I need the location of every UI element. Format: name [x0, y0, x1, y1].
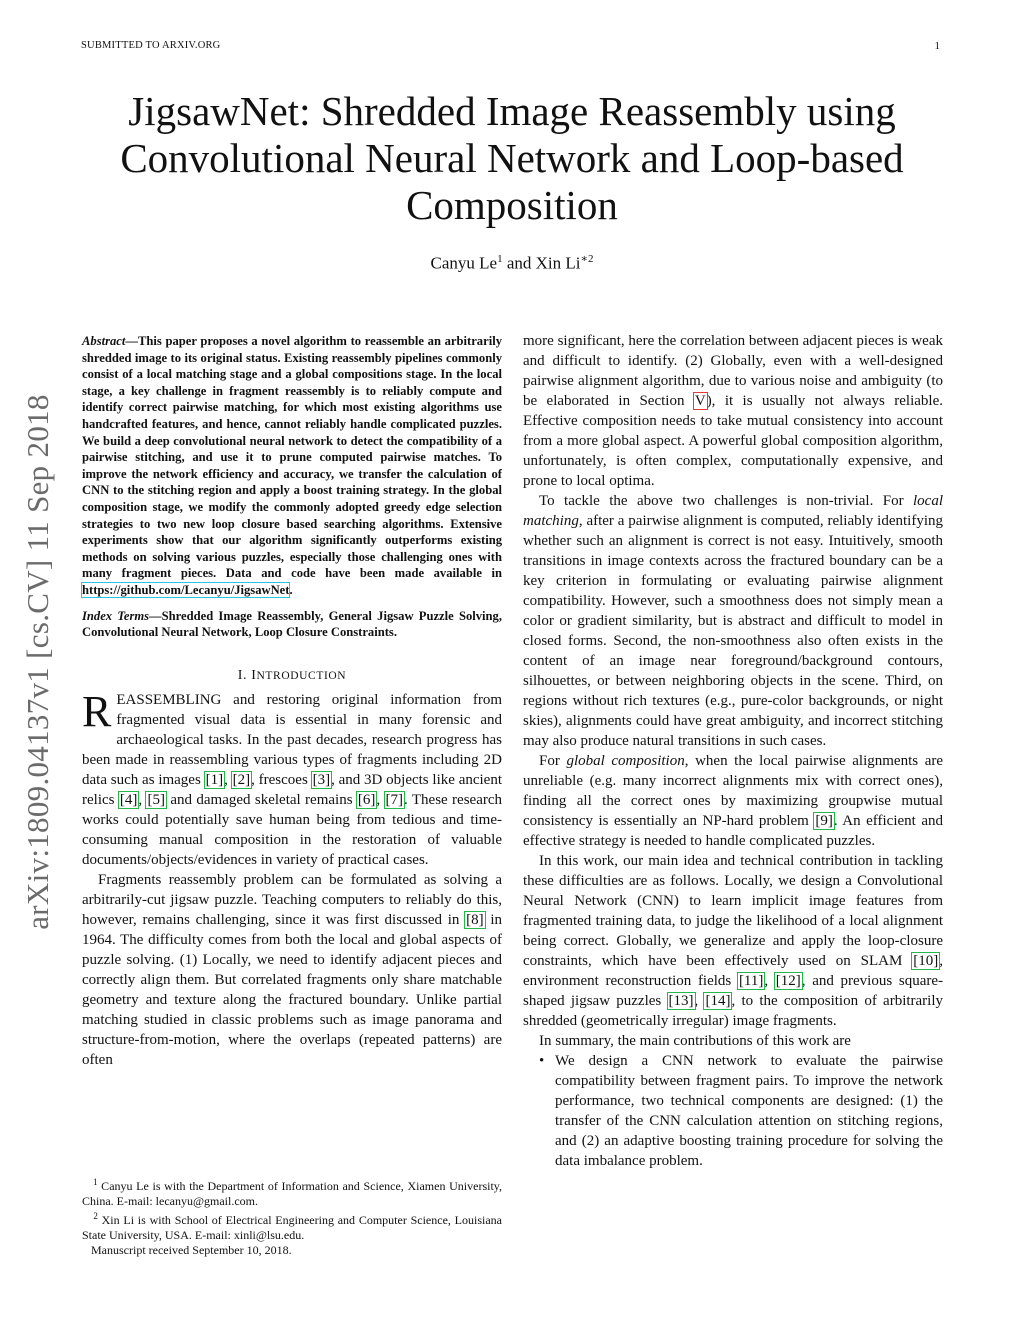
footnote — [82, 1175, 502, 1209]
footnote — [82, 1243, 502, 1258]
paragraph-text: For — [539, 753, 567, 769]
paragraph-text: , after a pairwise alignment is computed, reliably identifying whether such an alignment is correct is not easy. Intuitively, smooth transitions in image contexts across the fractured boundary can be a key criterion in formulating or evaluating pairwise alignment compatibility. However, such a smoothness does not simply mean a color or gradient similarity, but is abstract and difficult to model in closed forms. Second, the non-smoothness also often exists in the content of an image near foreground/background contours, silhouettes, or between neighboring objects in the scene. Third, on regions without rich textures (e.g., pure-color backgrounds, or night skies), alignments could have great ambiguity, and incorrect stitching may also produce natural transitions in such cases. — [523, 513, 943, 749]
paragraph-text: , when the local pairwise alignments are unreliable (e.g. many incorrect alignments mix with correct ones), finding all the correct ones by maximizing groupwise mutual consistency is essentially an NP-hard problem — [523, 753, 944, 829]
citation-link[interactable]: [14] — [705, 993, 731, 1009]
paper-title: JigsawNet: Shredded Image Reassembly using Convolutional Neural Network and Loop-based Composition — [120, 88, 904, 228]
index-terms-label: Index Terms — [82, 608, 150, 623]
footnote-text: Canyu Le is with the Department of Information and Science, Xiamen University, China. E-mail: lecanyu@gmail.com. — [82, 1179, 502, 1208]
paragraph: In summary, the main contributions of this work are — [539, 1033, 851, 1049]
author-list — [0, 252, 1024, 274]
footnote-mark: 2 — [93, 1211, 98, 1221]
contribution-list — [523, 1051, 943, 1171]
section-heading — [82, 668, 502, 684]
author-separator: and — [502, 253, 536, 273]
paragraph-text: , frescoes — [251, 771, 312, 788]
author-name: Xin Li — [535, 253, 581, 273]
footnote-text: Manuscript received September 10, 2018. — [91, 1243, 292, 1257]
section-numeral: I. — [237, 667, 252, 683]
section-title-rest: NTRODUCTION — [256, 669, 347, 682]
paragraph-text: , and 3D objects like ancient relics — [82, 771, 503, 808]
section-title-initial: I — [251, 667, 257, 683]
paragraph-text: ), it is usually not always reliable. Effective composition needs to take mutual consistency into account from a more global aspect. A powerful global composition algorithm, unfortunately, is often complex, computationally expensive, and prone to local optima. — [523, 393, 943, 489]
intro-paragraph-1 — [82, 686, 503, 870]
emphasis: global composition — [566, 753, 685, 769]
paragraph-text: , environment reconstruction fields — [523, 953, 943, 989]
citation-link[interactable]: [9] — [815, 813, 833, 829]
paragraph-text: In this work, our main idea and technical contribution in tackling these difficulties are as follows. Locally, we design a Convolutional Neural Network (CNN) to learn implicit image features from fragmented training data, to judge the likelihood of a local alignment being correct. Globally, we generalize and apply the loop-closure constraints, which have been effectively used on SLAM — [523, 853, 943, 969]
citation-link[interactable]: [13] — [668, 993, 694, 1009]
paragraph-text: , — [224, 771, 232, 788]
section-reference-link[interactable]: V — [694, 393, 706, 409]
paragraph-text: , — [694, 993, 705, 1009]
paragraph-text: , — [376, 791, 385, 808]
paragraph — [523, 751, 943, 851]
abstract-label: Abstract — [82, 334, 126, 348]
footnote — [82, 1209, 502, 1243]
paragraph-text: EASSEMBLING and restoring original information from fragmented visual data is essential in many forensic and archaeological tasks. In the past decades, research progress has been made in reassembling various types of fragments including 2D data such as images — [82, 691, 502, 788]
footnote-text: Xin Li is with School of Electrical Engineering and Computer Science, Louisiana State University, USA. E-mail: xinli@lsu.edu. — [82, 1213, 503, 1242]
paragraph-text: . These research works could potentially save human being from tedious and time-consuming manual composition in the restoration of valuable documents/objects/evidences in variety of practical cases. — [82, 791, 503, 868]
citation-link[interactable]: [2] — [232, 771, 251, 788]
citation-link[interactable]: [12] — [775, 973, 801, 989]
paragraph-text: , and previous square-shaped jigsaw puzzles — [523, 973, 943, 1009]
abstract-end: . — [289, 582, 293, 597]
abstract-text: —This paper proposes a novel algorithm to reassemble an arbitrarily shredded image to its original status. Existing reassembly pipelines commonly consist of a local matching stage and a global compositions stage. In the local stage, a key challenge in fragment reassembly is to reliably compute and identify correct pairwise matching, for which most existing algorithms use handcrafted features, and hence, cannot reliably handle complicated puzzles. We build a deep convolutional neural network to detect the compatibility of a pairwise stitching, and use it to prune computed pairwise matches. To improve the network efficiency and accuracy, we transfer the calculation of CNN to the stitching region and apply a boost training strategy. In the global composition stage, we modify the commonly adopted greedy edge selection strategies to two new loop closure based searching algorithms. Extensive experiments show that our algorithm significantly outperforms existing methods on solving various puzzles, especially those challenging ones with many fragment pieces. Data and code have been made available in — [82, 334, 502, 581]
paragraph-text: in 1964. The difficulty comes from both the local and global aspects of puzzle solving. (1) Locally, we need to identify adjacent pieces and correctly align them. But correlated fragments only share matchable geometry and texture along the fractured boundary. Unlike partial matching studied in classic problems such as image panorama and structure-from-motion, where the overlaps (repeated patterns) are often — [82, 911, 502, 1068]
paragraph — [523, 851, 943, 1031]
citation-link[interactable]: [6] — [357, 791, 376, 808]
emphasis: local matching — [523, 493, 943, 529]
paragraph-text: , — [764, 973, 775, 989]
paragraph — [523, 331, 943, 491]
affiliation-mark: ∗2 — [580, 253, 594, 265]
citation-link[interactable]: [4] — [119, 791, 138, 808]
citation-link[interactable]: [8] — [466, 911, 484, 928]
running-header: SUBMITTED TO ARXIV.ORG — [81, 40, 221, 51]
author-name: Canyu Le — [430, 253, 498, 273]
paragraph-text: Fragments reassembly problem can be formulated as solving a arbitrarily-cut jigsaw puzzle. Teaching computers to reliably do this, however, remains challenging, since it was first discussed in — [82, 871, 502, 928]
affiliation-mark: 1 — [497, 253, 503, 265]
drop-cap: R — [82, 686, 112, 736]
index-terms — [82, 608, 502, 641]
abstract — [82, 333, 502, 599]
citation-link[interactable]: [5] — [147, 791, 165, 808]
paragraph-text: and damaged skeletal remains — [165, 791, 357, 808]
citation-link[interactable]: [1] — [205, 771, 224, 788]
citation-link[interactable]: [10] — [913, 953, 939, 969]
paragraph-text: To tackle the above two challenges is non-trivial. For — [539, 493, 913, 509]
paragraph-text: , to the composition of arbitrarily shredded (geometrically irregular) image fragments. — [523, 993, 944, 1029]
page-number: 1 — [934, 40, 940, 52]
paragraph — [523, 491, 943, 751]
bullet-icon: • — [539, 1053, 545, 1069]
footnotes — [82, 1175, 502, 1258]
arxiv-identifier: arXiv:1809.04137v1 [cs.CV] 11 Sep 2018 — [20, 394, 55, 930]
intro-paragraph-2 — [82, 870, 502, 1070]
github-link[interactable]: https://github.com/Lecanyu/JigsawNet — [82, 582, 290, 597]
citation-link[interactable]: [3] — [312, 771, 331, 788]
left-column — [82, 333, 502, 1070]
right-column — [523, 331, 943, 1171]
footnote-mark: 1 — [93, 1177, 98, 1187]
list-item-text: We design a CNN network to evaluate the pairwise compatibility between fragment pairs. To improve the network performance, two technical components are designed: (1) the transfer of the CNN calculation attention on stitching regions, and (2) an adaptive boosting training procedure for solving the data imbalance problem. — [555, 1053, 943, 1169]
citation-link[interactable]: [7] — [385, 791, 404, 808]
index-terms-text: —Shredded Image Reassembly, General Jigsaw Puzzle Solving, Convolutional Neural Network, Loop Closure Constraints. — [82, 608, 503, 640]
paragraph-text: . An efficient and effective strategy is needed to handle complicated puzzles. — [523, 813, 944, 849]
paragraph-text: , — [138, 791, 147, 808]
citation-link[interactable]: [11] — [738, 973, 764, 989]
list-item — [539, 1051, 943, 1171]
paragraph-text: more significant, here the correlation between adjacent pieces is weak and difficult to identify. (2) Globally, even with a well-designed pairwise alignment algorithm, due to various noise and ambiguity (to be elaborated in Section — [523, 333, 943, 409]
